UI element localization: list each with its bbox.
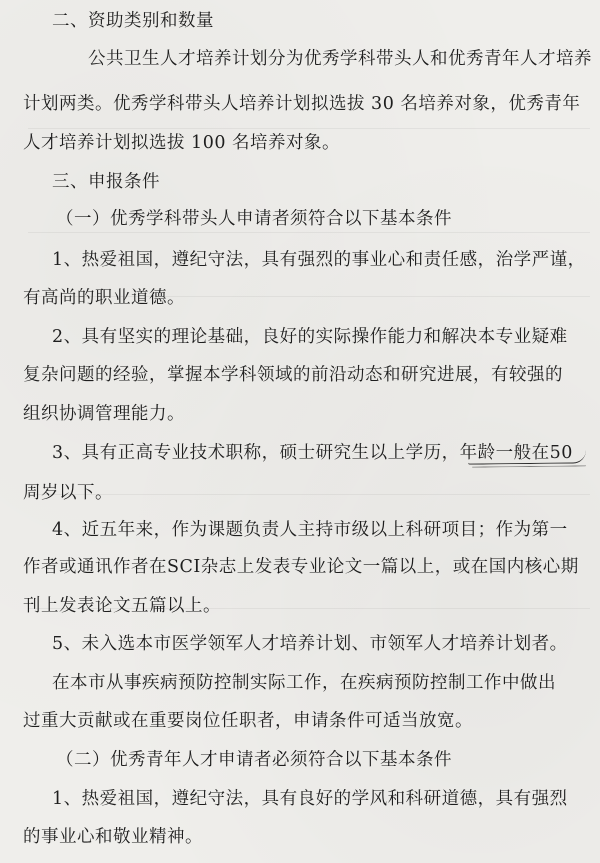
subsection-heading-young-talent: （二）优秀青年人才申请者必须符合以下基本条件 xyxy=(56,750,452,770)
condition-line: 作者或通讯作者在SCI杂志上发表专业论文一篇以上，或在国内核心期 xyxy=(23,557,579,577)
paragraph-line: 计划两类。优秀学科带头人培养计划拟选拔 30 名培养对象，优秀青年 xyxy=(23,94,581,114)
handwritten-underline-annotation xyxy=(468,450,586,464)
condition-line: 1、热爱祖国，遵纪守法，具有良好的学风和科研道德，具有强烈 xyxy=(52,789,568,809)
condition-line: 5、未入选本市医学领军人才培养计划、市领军人才培养计划者。 xyxy=(52,634,568,654)
paragraph-line: 过重大贡献或在重要岗位任职者，申请条件可适当放宽。 xyxy=(23,711,473,731)
paragraph-line: 在本市从事疾病预防控制实际工作，在疾病预防控制工作中做出 xyxy=(52,673,556,693)
condition-line: 复杂问题的经验，掌握本学科领域的前沿动态和研究进展，有较强的 xyxy=(23,365,563,385)
section-heading-application-conditions: 三、申报条件 xyxy=(52,172,160,192)
condition-line: 组织协调管理能力。 xyxy=(23,404,185,424)
condition-line: 周岁以下。 xyxy=(23,483,113,503)
condition-line: 2、具有坚实的理论基础，良好的实际操作能力和解决本专业疑难 xyxy=(52,327,568,347)
section-heading-funding-categories: 二、资助类别和数量 xyxy=(52,11,214,31)
condition-line: 4、近五年来，作为课题负责人主持市级以上科研项目；作为第一 xyxy=(52,520,568,540)
condition-line: 有高尚的职业道德。 xyxy=(23,288,185,308)
condition-line: 刊上发表论文五篇以上。 xyxy=(23,596,221,616)
scan-bleed-line xyxy=(28,232,590,243)
paragraph-line: 公共卫生人才培养计划分为优秀学科带头人和优秀青年人才培养 xyxy=(88,49,592,69)
condition-line: 3、具有正高专业技术职称，硕士研究生以上学历，年龄一般在50 xyxy=(52,443,573,463)
subsection-heading-discipline-leader: （一）优秀学科带头人申请者须符合以下基本条件 xyxy=(56,209,452,229)
paragraph-line: 人才培养计划拟选拔 100 名培养对象。 xyxy=(23,133,341,153)
condition-line: 1、热爱祖国，遵纪守法，具有强烈的事业心和责任感，治学严谨， xyxy=(52,250,586,270)
condition-line: 的事业心和敬业精神。 xyxy=(23,827,203,847)
